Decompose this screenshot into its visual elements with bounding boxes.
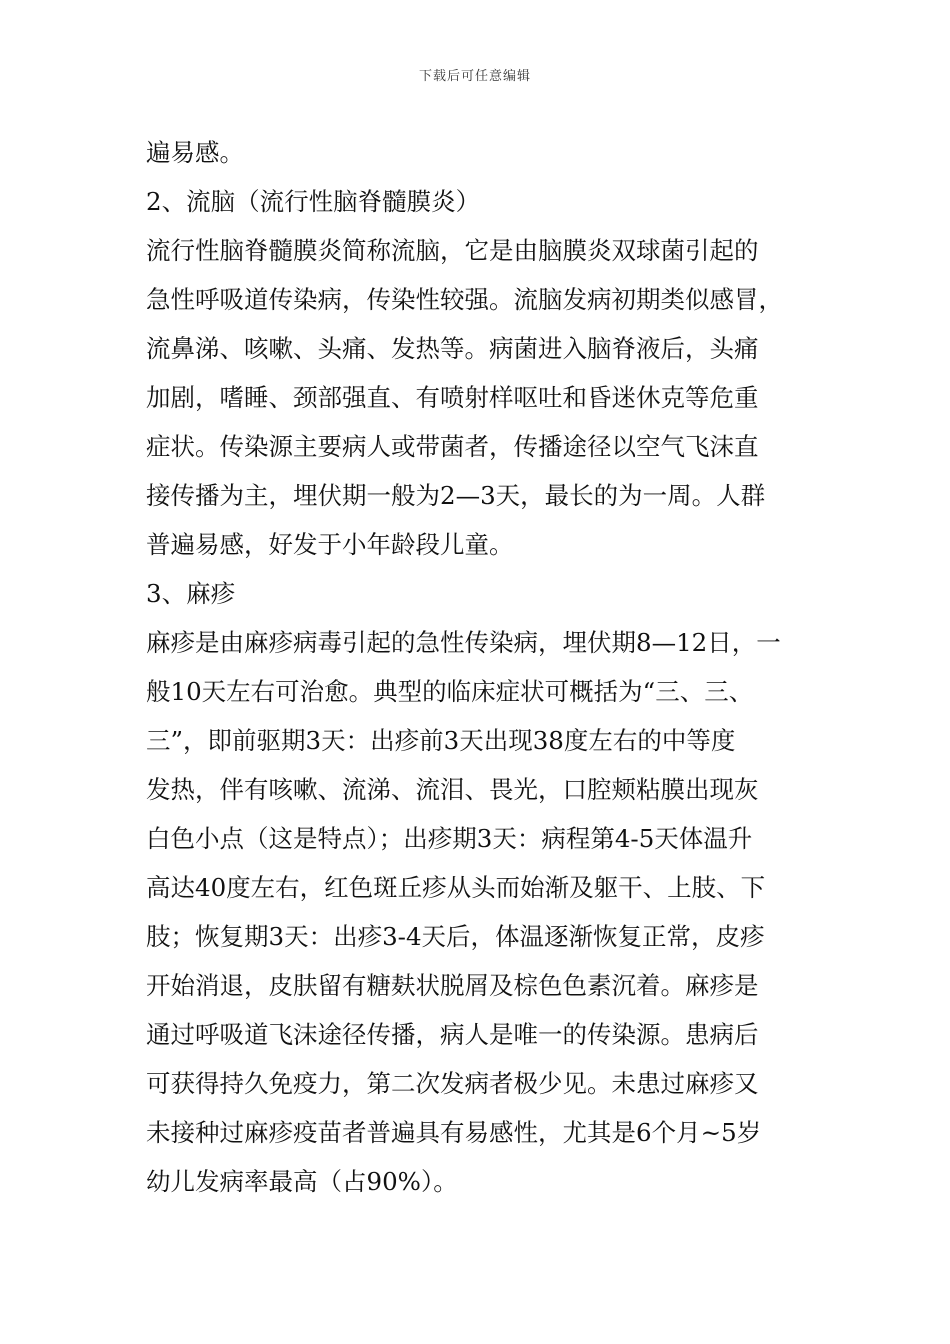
text-line: 肢；恢复期3天：出疹3-4天后，体温逐渐恢复正常，皮疹 bbox=[146, 922, 765, 951]
text-line: 麻疹是由麻疹病毒引起的急性传染病，埋伏期8—12日，一 bbox=[146, 628, 781, 657]
text-line: 流鼻涕、咳嗽、头痛、发热等。病菌进入脑脊液后，头痛 bbox=[146, 334, 759, 363]
section-heading: 2、流脑（流行性脑脊髓膜炎） bbox=[146, 187, 481, 216]
text-line: 症状。传染源主要病人或带菌者，传播途径以空气飞沫直 bbox=[146, 432, 759, 461]
text-line: 开始消退，皮肤留有糖麸状脱屑及棕色色素沉着。麻疹是 bbox=[146, 971, 759, 1000]
text-line: 可获得持久免疫力，第二次发病者极少见。未患过麻疹又 bbox=[146, 1069, 759, 1098]
text-line: 未接种过麻疹疫苗者普遍具有易感性，尤其是6个月~5岁 bbox=[146, 1118, 762, 1147]
text-line: 高达40度左右，红色斑丘疹从头而始渐及躯干、上肢、下 bbox=[146, 873, 766, 902]
text-line: 般10天左右可治愈。典型的临床症状可概括为“三、三、 bbox=[146, 677, 754, 706]
text-line: 流行性脑脊髓膜炎简称流脑，它是由脑膜炎双球菌引起的 bbox=[146, 236, 759, 265]
text-line: 急性呼吸道传染病，传染性较强。流脑发病初期类似感冒， bbox=[146, 285, 783, 314]
text-line: 普遍易感，好发于小年龄段儿童。 bbox=[146, 530, 514, 559]
text-line: 幼儿发病率最高（占90%）。 bbox=[146, 1167, 458, 1196]
text-line: 白色小点（这是特点）；出疹期3天：病程第4-5天体温升 bbox=[146, 824, 753, 853]
text-line: 发热，伴有咳嗽、流涕、流泪、畏光，口腔颊粘膜出现灰 bbox=[146, 775, 759, 804]
text-line: 三”，即前驱期3天：出疹前3天出现38度左右的中等度 bbox=[146, 726, 736, 755]
section-heading: 3、麻疹 bbox=[146, 579, 236, 608]
text-line: 接传播为主，埋伏期一般为2—3天，最长的为一周。人群 bbox=[146, 481, 766, 510]
text-line: 通过呼吸道飞沫途径传播，病人是唯一的传染源。患病后 bbox=[146, 1020, 759, 1049]
text-line: 遍易感。 bbox=[146, 138, 244, 167]
text-line: 加剧，嗜睡、颈部强直、有喷射样呕吐和昏迷休克等危重 bbox=[146, 383, 759, 412]
page-header: 下载后可任意编辑 bbox=[418, 69, 531, 84]
document-body bbox=[146, 128, 806, 1206]
